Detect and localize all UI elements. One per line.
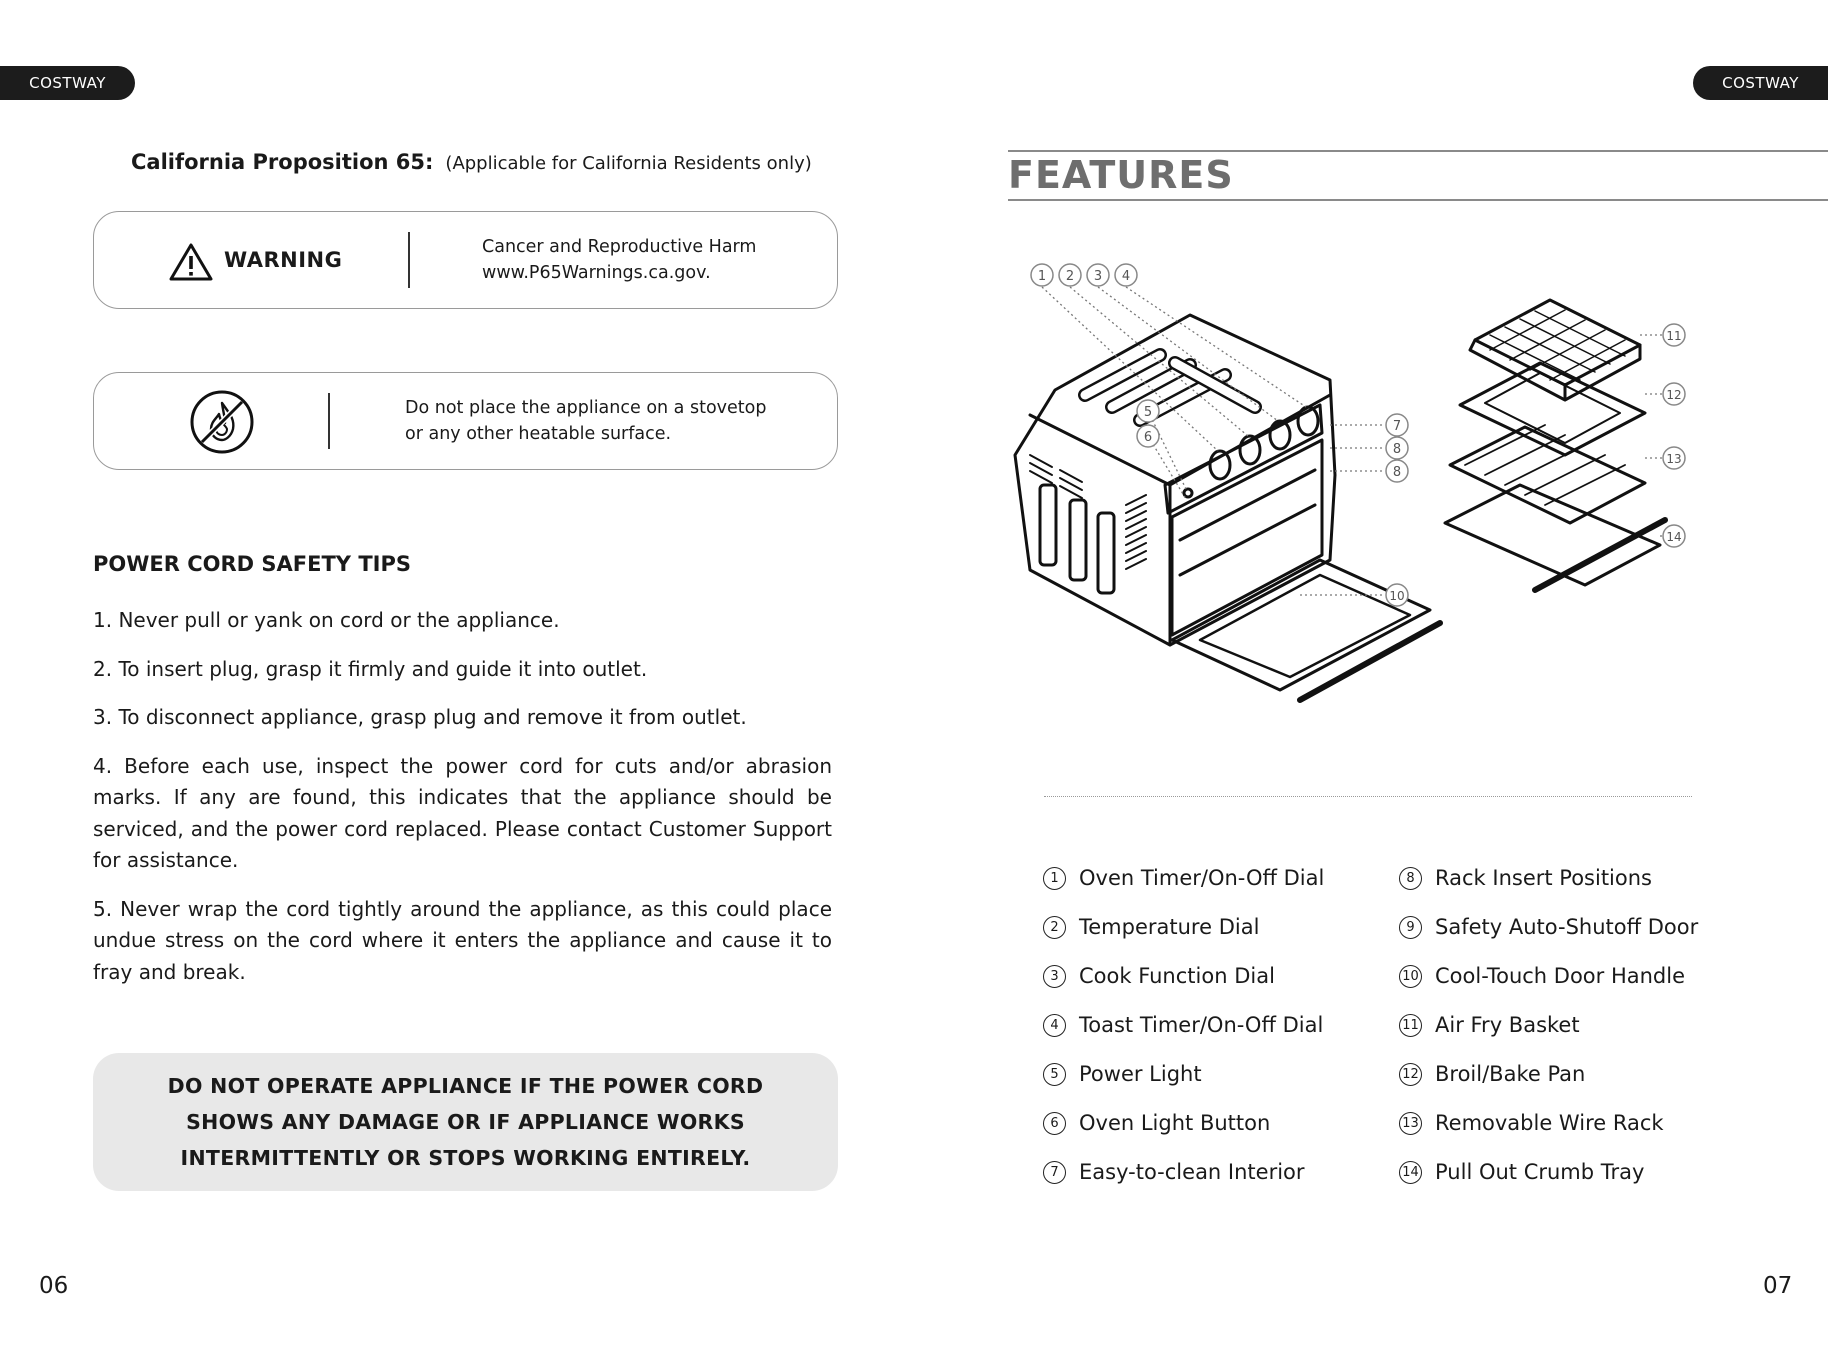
tip-item: 1. Never pull or yank on cord or the appliance. bbox=[93, 608, 560, 632]
warning-label: WARNING bbox=[224, 248, 343, 272]
feature-item bbox=[1043, 1062, 1202, 1086]
feature-item bbox=[1043, 866, 1324, 890]
feature-label: Removable Wire Rack bbox=[1435, 1111, 1664, 1135]
feature-item bbox=[1043, 1160, 1305, 1184]
callout-11 bbox=[1663, 324, 1685, 346]
callout-number: 4 bbox=[1121, 269, 1131, 284]
callout-number: 3 bbox=[1093, 269, 1103, 284]
feature-item bbox=[1043, 1111, 1270, 1135]
callout-7 bbox=[1386, 414, 1408, 436]
callout-number: 5 bbox=[1143, 405, 1153, 420]
feature-label: Oven Timer/On-Off Dial bbox=[1079, 866, 1325, 890]
feature-number: 5 bbox=[1043, 1063, 1066, 1086]
prop65-header bbox=[131, 150, 812, 174]
brand-tab-left: COSTWAY bbox=[0, 66, 135, 100]
power-cord-alert bbox=[93, 1053, 838, 1191]
power-cord-tips bbox=[93, 605, 832, 1005]
feature-number: 2 bbox=[1043, 916, 1066, 939]
feature-item bbox=[1043, 964, 1275, 988]
callout-number: 2 bbox=[1065, 269, 1075, 284]
feature-number: 12 bbox=[1399, 1063, 1422, 1086]
feature-label: Air Fry Basket bbox=[1435, 1013, 1580, 1037]
callout-number: 11 bbox=[1666, 329, 1682, 343]
page-number-right: 07 bbox=[1763, 1273, 1793, 1299]
callout-14 bbox=[1663, 525, 1685, 547]
no-flame-icon bbox=[189, 389, 255, 455]
feature-number: 9 bbox=[1399, 916, 1422, 939]
feature-number: 8 bbox=[1399, 867, 1422, 890]
alert-text: DO NOT OPERATE APPLIANCE IF THE POWER CORD SHOWS ANY DAMAGE OR IF APPLIANCE WORKS INTERMITTENTLY OR STOPS WORKING ENTIRELY. bbox=[167, 1074, 764, 1170]
feature-item bbox=[1043, 1013, 1323, 1037]
feature-item bbox=[1399, 1111, 1664, 1135]
warning-triangle-icon bbox=[168, 242, 214, 282]
stovetop-text bbox=[405, 395, 766, 447]
features-rule-top bbox=[1008, 150, 1828, 152]
feature-label: Broil/Bake Pan bbox=[1435, 1062, 1586, 1086]
features-divider bbox=[1044, 796, 1692, 797]
callout-5 bbox=[1137, 400, 1159, 422]
feature-item bbox=[1399, 1160, 1644, 1184]
feature-item bbox=[1399, 866, 1652, 890]
stovetop-divider bbox=[328, 393, 330, 449]
callout-2 bbox=[1059, 264, 1081, 286]
tip-item: 2. To insert plug, grasp it firmly and guide it into outlet. bbox=[93, 656, 648, 681]
feature-label: Rack Insert Positions bbox=[1435, 866, 1652, 890]
callout-3 bbox=[1087, 264, 1109, 286]
features-title: FEATURES bbox=[1008, 153, 1234, 197]
callout-8a bbox=[1386, 437, 1408, 459]
feature-item bbox=[1399, 1013, 1580, 1037]
warning-box bbox=[93, 211, 838, 309]
callout-1 bbox=[1031, 264, 1053, 286]
power-cord-heading: POWER CORD SAFETY TIPS bbox=[93, 552, 411, 576]
callout-13 bbox=[1663, 447, 1685, 469]
feature-number: 10 bbox=[1399, 965, 1422, 988]
page-number-left: 06 bbox=[39, 1273, 69, 1299]
callout-number: 6 bbox=[1143, 430, 1153, 445]
callout-12 bbox=[1663, 383, 1685, 405]
diagram-callouts bbox=[1031, 264, 1685, 606]
callout-number: 13 bbox=[1666, 452, 1682, 466]
feature-number: 1 bbox=[1043, 867, 1066, 890]
tip-item: 3. To disconnect appliance, grasp plug and remove it from outlet. bbox=[93, 705, 747, 729]
warning-divider bbox=[408, 232, 410, 288]
feature-label: Cool-Touch Door Handle bbox=[1435, 964, 1686, 988]
stovetop-box bbox=[93, 372, 838, 470]
tip-item: 5. Never wrap the cord tightly around the appliance, as this could place undue stress on the cord where it enters the appliance and cause it to fray and break. bbox=[93, 896, 832, 984]
warning-line-1: Cancer and Reproductive Harm bbox=[482, 237, 757, 257]
feature-number: 3 bbox=[1043, 965, 1066, 988]
feature-label: Easy-to-clean Interior bbox=[1079, 1160, 1305, 1184]
feature-number: 14 bbox=[1399, 1161, 1422, 1184]
feature-number: 13 bbox=[1399, 1112, 1422, 1135]
feature-number: 7 bbox=[1043, 1161, 1066, 1184]
feature-number: 4 bbox=[1043, 1014, 1066, 1037]
feature-item bbox=[1399, 915, 1698, 939]
callout-number: 10 bbox=[1389, 589, 1405, 603]
callout-number: 14 bbox=[1666, 530, 1682, 544]
prop65-note: (Applicable for California Residents only) bbox=[445, 153, 812, 174]
stovetop-line-1: Do not place the appliance on a stovetop bbox=[405, 398, 767, 418]
prop65-title: California Proposition 65: bbox=[131, 150, 434, 174]
callout-6 bbox=[1137, 425, 1159, 447]
callout-10 bbox=[1386, 584, 1408, 606]
feature-label: Toast Timer/On-Off Dial bbox=[1079, 1013, 1324, 1037]
features-rule-bottom bbox=[1008, 199, 1828, 201]
callout-number: 8 bbox=[1392, 465, 1402, 480]
callout-number: 7 bbox=[1392, 419, 1402, 434]
feature-label: Pull Out Crumb Tray bbox=[1435, 1160, 1645, 1184]
warning-text bbox=[482, 234, 756, 286]
feature-number: 6 bbox=[1043, 1112, 1066, 1135]
callout-number: 1 bbox=[1037, 269, 1047, 284]
brand-tab-right: COSTWAY bbox=[1693, 66, 1828, 100]
oven-parts-diagram bbox=[1000, 255, 1740, 745]
warning-line-2: www.P65Warnings.ca.gov. bbox=[482, 263, 711, 283]
feature-label: Safety Auto-Shutoff Door bbox=[1435, 915, 1699, 939]
callout-4 bbox=[1115, 264, 1137, 286]
callout-number: 12 bbox=[1666, 388, 1682, 402]
feature-label: Power Light bbox=[1079, 1062, 1202, 1086]
callout-number: 8 bbox=[1392, 442, 1402, 457]
feature-label: Temperature Dial bbox=[1079, 915, 1260, 939]
stovetop-line-2: or any other heatable surface. bbox=[405, 424, 672, 444]
feature-label: Oven Light Button bbox=[1079, 1111, 1271, 1135]
feature-item bbox=[1399, 1062, 1585, 1086]
tip-item: 4. Before each use, inspect the power cord for cuts and/or abrasion marks. If any are found, this indicates that the appliance should be serviced, and the power cord replaced. Please contact Customer Support for assistance. bbox=[93, 753, 832, 872]
feature-item bbox=[1043, 915, 1259, 939]
feature-number: 11 bbox=[1399, 1014, 1422, 1037]
feature-label: Cook Function Dial bbox=[1079, 964, 1275, 988]
callout-8b bbox=[1386, 460, 1408, 482]
oven-drawing bbox=[1015, 300, 1665, 700]
feature-item bbox=[1399, 964, 1685, 988]
